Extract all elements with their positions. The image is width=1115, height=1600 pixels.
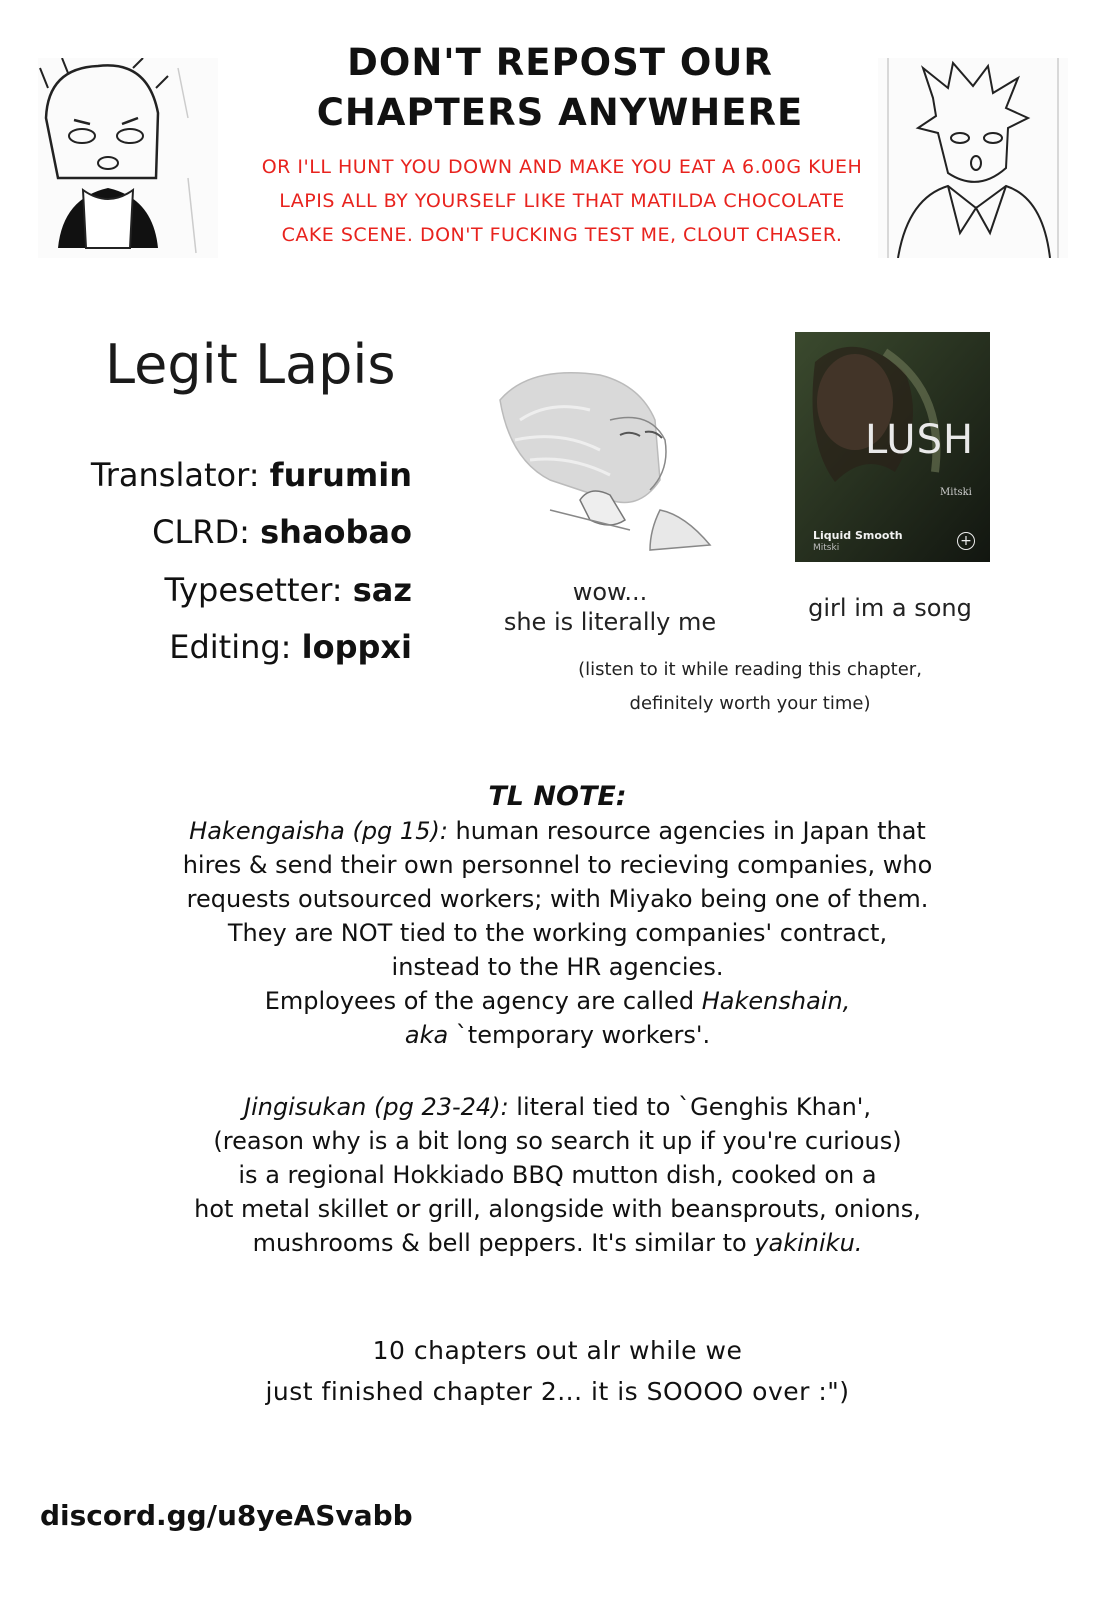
listen-note-line2: definitely worth your time) [629, 693, 871, 714]
tl-note-text: `temporary workers'. [448, 1021, 711, 1049]
credit-role: CLRD: [152, 513, 261, 551]
closing-remark [0, 1330, 1115, 1412]
tl-note-text: literal tied to `Genghis Khan', [508, 1093, 872, 1121]
tl-note-term: aka [404, 1021, 449, 1049]
credit-name: loppxi [301, 628, 412, 666]
tl-note-line: (reason why is a bit long so search it up if you're curious) [213, 1127, 902, 1155]
closing-line1: 10 chapters out alr while we [372, 1336, 743, 1365]
closing-line2: just finished chapter 2... it is SOOOO over :") [265, 1377, 850, 1406]
credit-name: shaobao [260, 513, 412, 551]
tl-note-line [80, 1226, 1035, 1260]
tl-note-line [80, 984, 1035, 1018]
tl-note-paragraph-hakengaisha [80, 814, 1035, 1052]
credit-typesetter [165, 570, 412, 610]
repost-warning-title [260, 38, 860, 138]
tl-note-line [80, 1018, 1035, 1052]
tl-note-line [80, 1090, 1035, 1124]
track-artist: Mitski [813, 543, 840, 553]
tl-note-term: Jingisukan (pg 23-24): [243, 1093, 509, 1121]
add-track-icon[interactable]: + [957, 532, 975, 550]
repost-threat-line2: LAPIS ALL BY YOURSELF LIKE THAT MATILDA CHOCOLATE [279, 190, 845, 212]
tl-note-line [80, 814, 1035, 848]
discord-invite-link[interactable]: discord.gg/u8yeASvabb [40, 1499, 413, 1532]
tl-note-text: human resource agencies in Japan that [447, 817, 926, 845]
tl-note-heading: TL NOTE: [488, 781, 627, 812]
track-title: Liquid Smooth [813, 529, 903, 542]
repost-threat-text [222, 150, 902, 252]
listen-note-line1: (listen to it while reading this chapter, [578, 659, 922, 680]
tl-note-term: yakiniku. [754, 1229, 863, 1257]
credit-name: furumin [269, 456, 412, 494]
album-caption: girl im a song [808, 594, 972, 622]
credit-role: Typesetter: [164, 571, 353, 609]
tl-note-line: requests outsourced workers; with Miyako being one of them. [186, 885, 929, 913]
credit-translator [91, 455, 412, 495]
meme-caption [470, 577, 750, 637]
credit-editing [169, 627, 412, 667]
listen-note [500, 653, 1000, 721]
credit-role: Editing: [169, 628, 302, 666]
repost-warning-title-line1: DON'T REPOST OUR [347, 41, 773, 84]
tl-note-line: They are NOT tied to the working companies' contract, [227, 919, 888, 947]
tl-note-term: Hakenshain, [701, 987, 851, 1015]
header-right-illustration [878, 58, 1068, 258]
album-cover [795, 332, 990, 562]
repost-threat-line3: CAKE SCENE. DON'T FUCKING TEST ME, CLOUT CHASER. [281, 224, 843, 246]
meme-caption-line1: wow... [572, 578, 648, 606]
meme-sketch-image [490, 360, 720, 555]
header-left-illustration [38, 58, 218, 258]
album-artist: Mitski [940, 487, 972, 498]
credit-role: Translator: [90, 456, 270, 494]
repost-warning-title-line2: CHAPTERS ANYWHERE [316, 91, 804, 134]
tl-note-term: Hakengaisha (pg 15): [189, 817, 448, 845]
tl-note-line: instead to the HR agencies. [391, 953, 724, 981]
tl-note-line: is a regional Hokkiado BBQ mutton dish, cooked on a [238, 1161, 877, 1189]
tl-note-text: mushrooms & bell peppers. It's similar to [252, 1229, 755, 1257]
tl-note-text: Employees of the agency are called [264, 987, 702, 1015]
meme-caption-line2: she is literally me [503, 608, 717, 636]
series-title: Legit Lapis [105, 333, 396, 396]
album-title: LUSH [865, 417, 975, 463]
credit-name: saz [352, 571, 412, 609]
tl-note-line: hires & send their own personnel to recieving companies, who [182, 851, 933, 879]
tl-note-line: hot metal skillet or grill, alongside with beansprouts, onions, [194, 1195, 921, 1223]
repost-threat-line1: OR I'LL HUNT YOU DOWN AND MAKE YOU EAT A 6.00G KUEH [261, 156, 863, 178]
credit-clrd [152, 512, 412, 552]
tl-note-paragraph-jingisukan [80, 1090, 1035, 1260]
